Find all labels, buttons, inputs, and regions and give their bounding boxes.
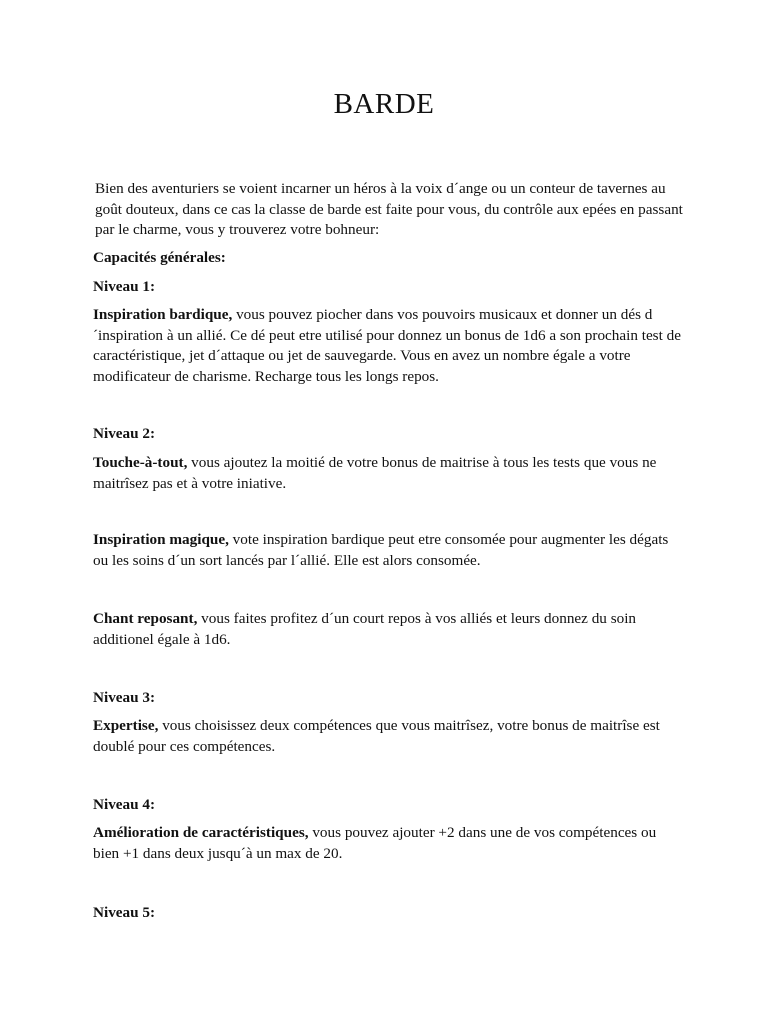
feature-expertise (93, 716, 683, 757)
level-2-heading: Niveau 2: (93, 425, 156, 442)
feature-touche-a-tout (93, 453, 683, 494)
feature-inspiration-magique (93, 530, 683, 571)
level-5-heading: Niveau 5: (93, 904, 156, 921)
feature-name: Touche-à-tout, (93, 454, 188, 471)
general-abilities-heading: Capacités générales: (93, 249, 226, 266)
level-3-heading: Niveau 3: (93, 689, 156, 706)
feature-name: Amélioration de caractéristiques, (93, 824, 309, 841)
feature-text: vous choisissez deux compétences que vous maitrîsez, votre bonus de maitrîse est doublé pour ces compétences. (93, 717, 660, 755)
feature-amelioration-caracteristiques (93, 823, 683, 864)
feature-name: Chant reposant, (93, 610, 198, 627)
feature-text: vous ajoutez la moitié de votre bonus de maitrise à tous les tests que vous ne maitrîsez pas et à votre iniative. (93, 454, 657, 492)
feature-text: vous pouvez piocher dans vos pouvoirs musicaux et donner un dés d´inspiration à un allié. Ce dé peut etre utilisé pour donnez un bonus de 1d6 a son prochain test de caractéristique, jet d´attaque ou jet de sauvegarde. Vous en avez un nombre égale a votre modificateur de charisme. Recharge tous les longs repos. (93, 306, 681, 385)
feature-text: vous faites profitez d´un court repos à vos alliés et leurs donnez du soin additionel égale à 1d6. (93, 610, 637, 648)
level-1-heading: Niveau 1: (93, 278, 156, 295)
feature-chant-reposant (93, 609, 683, 650)
intro-paragraph: Bien des aventuriers se voient incarner un héros à la voix d´ange ou un conteur de tavernes au goût douteux, dans ce cas la classe de barde est faite pour vous, du contrôle aux epées en passant par le charme, vous y trouverez votre bohneur: (95, 180, 683, 238)
feature-text: vote inspiration bardique peut etre consomée pour augmenter les dégats ou les soins d´un sort lancés par l´allié. Elle est alors consomée. (93, 531, 669, 569)
feature-inspiration-bardique (93, 305, 683, 387)
feature-name: Inspiration bardique, (93, 306, 233, 323)
level-4-heading: Niveau 4: (93, 796, 156, 813)
feature-text: vous pouvez ajouter +2 dans une de vos compétences ou bien +1 dans deux jusqu´à un max de 20. (93, 824, 657, 862)
feature-name: Inspiration magique, (93, 531, 229, 548)
feature-name: Expertise, (93, 717, 159, 734)
page-title: BARDE (333, 88, 435, 120)
